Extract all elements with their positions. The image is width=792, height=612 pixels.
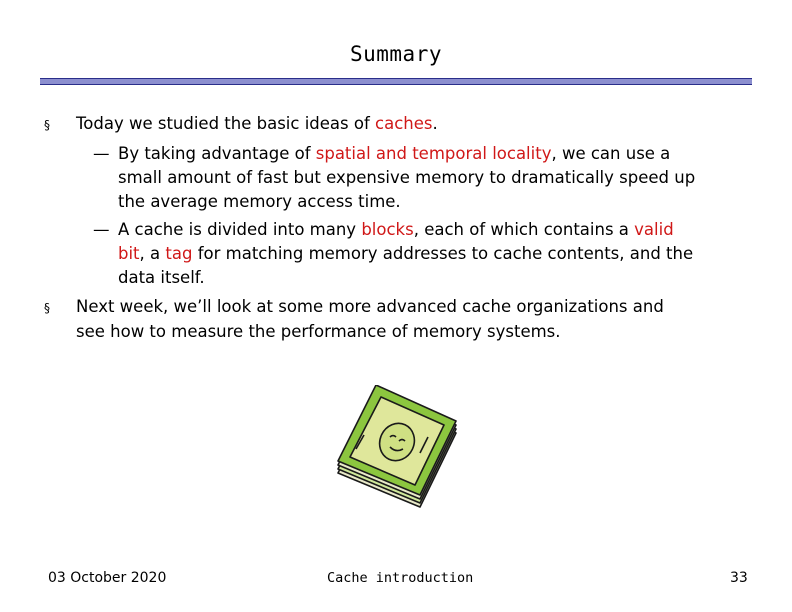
title-divider — [40, 78, 752, 85]
sub-1-line-2: small amount of fast but expensive memory to dramatically speed up — [118, 168, 696, 187]
text-segment: . — [432, 114, 438, 133]
footer-topic: Cache introduction — [327, 570, 474, 586]
text-segment: , each of which contains a — [413, 220, 635, 239]
highlight-valid: valid — [634, 220, 674, 239]
highlight-tag: tag — [165, 244, 193, 263]
sub-2-line-2 — [118, 244, 693, 263]
text-segment: for matching memory addresses to cache contents, and the — [192, 244, 694, 263]
bullet-1-line-1 — [76, 114, 438, 133]
highlight-bit: bit — [118, 244, 140, 263]
sub-1-line-3: the average memory access time. — [118, 192, 401, 211]
bullet-marker: § — [44, 301, 50, 315]
text-segment: Today we studied the basic ideas of — [76, 114, 376, 133]
sub-2-line-3: data itself. — [118, 268, 205, 287]
bullet-2-line-1: Next week, we’ll look at some more advanced cache organizations and — [76, 297, 664, 316]
highlight-blocks: blocks — [361, 220, 414, 239]
highlight-locality: spatial and temporal locality — [315, 144, 552, 163]
sub-2-line-1 — [118, 220, 674, 239]
bullet-marker: § — [44, 118, 50, 132]
page-number: 33 — [730, 570, 748, 586]
slide-title: Summary — [349, 42, 442, 66]
dash-marker: — — [93, 144, 110, 163]
text-segment: A cache is divided into many — [118, 220, 362, 239]
highlight-caches: caches — [375, 114, 433, 133]
footer-date: 03 October 2020 — [48, 570, 167, 586]
text-segment: By taking advantage of — [118, 144, 316, 163]
money-stack-icon — [332, 385, 462, 510]
text-segment: , we can use a — [551, 144, 671, 163]
bullet-2-line-2: see how to measure the performance of memory systems. — [76, 322, 561, 341]
sub-1-line-1 — [118, 144, 670, 163]
text-segment: , a — [139, 244, 166, 263]
dash-marker: — — [93, 220, 110, 239]
